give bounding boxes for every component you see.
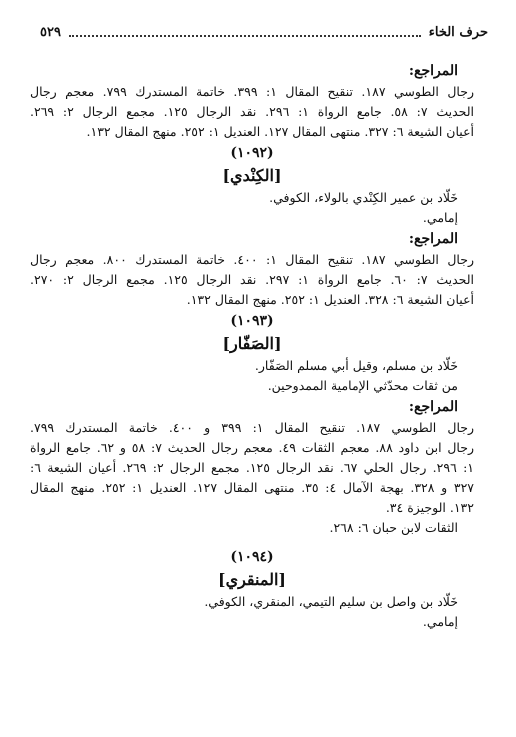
section-title: حرف الخاء	[428, 24, 488, 40]
entry-title: [الكِنْدي]	[222, 166, 282, 185]
ref-line: ١٣٢. الوجيزة ٣٤.	[385, 500, 474, 515]
ref-line: رجال الطوسي ١٨٧. تنقيح المقال ١: ٤٠٠. خاتمة المستدرك ٨٠٠. معجم رجال	[30, 252, 474, 267]
ref-line: ٣٢٧ و ٣٢٨. بهجة الآمال ٤: ٣٥. منتهى المقال ١٢٧. العنديل ١: ٢٥٢. منهج المقال	[30, 480, 475, 495]
refs-heading: المراجع:	[408, 231, 458, 247]
refs-heading: المراجع:	[408, 63, 458, 79]
entry-number: (١٠٩٣)	[230, 313, 274, 329]
ref-line: الحديث ٧: ٥٨. جامع الرواة ١: ٢٩٦. نقد الرجال ١٢٥. مجمع الرجال ٢: ٢٦٩.	[30, 104, 474, 119]
entry-number: (١٠٩٤)	[230, 549, 274, 565]
ref-line: رجال ابن داود ٨٨. معجم الثقات ٤٩. معجم رجال الحديث ٧: ٥٨ و ٦٢. جامع الرواة	[30, 440, 474, 455]
entry-note: من ثقات محدّثي الإمامية الممدوحين.	[267, 378, 458, 393]
entry-note: إمامي.	[422, 614, 458, 629]
refs-heading: المراجع:	[408, 399, 458, 415]
ref-line: رجال الطوسي ١٨٧. تنقيح المقال ١: ٣٩٩ و ٤٠٠. خاتمة المستدرك ٧٩٩.	[30, 420, 475, 435]
ref-line: ١: ٢٩٦. رجال الحلي ٦٧. نقد الرجال ١٢٥. مجمع الرجال ٢: ٢٦٩. أعيان الشيعة ٦:	[30, 460, 474, 475]
ref-extra-line: الثقات لابن حبان ٦: ٢٦٨.	[329, 520, 458, 535]
entry-title: [الصَفّار]	[222, 334, 282, 353]
entry-note: إمامي.	[422, 210, 458, 225]
page-number: ٥٢٩	[40, 24, 61, 40]
spacer	[30, 538, 474, 546]
ref-line: رجال الطوسي ١٨٧. تنقيح المقال ١: ٣٩٩. خاتمة المستدرك ٧٩٩. معجم رجال	[30, 84, 474, 99]
entry-name: خَلّاد بن مسلم، وقيل أبي مسلم الصَفّار.	[254, 358, 458, 373]
entry-name: خَلّاد بن عمير الكِنْدي بالولاء، الكوفي.	[269, 190, 458, 205]
page-content	[30, 60, 474, 632]
entry-name: خَلّاد بن واصل بن سليم التيمي، المنقري، الكوفي.	[204, 594, 458, 609]
ref-line: أعيان الشيعة ٦: ٣٢٨. العنديل ١: ٢٥٢. منهج المقال ١٣٢.	[186, 292, 474, 307]
entry-title: [المنقري]	[218, 570, 286, 589]
ref-line: أعيان الشيعة ٦: ٣٢٧. منتهى المقال ١٢٧. العنديل ١: ٢٥٢. منهج المقال ١٣٢.	[86, 124, 474, 139]
ref-line: الحديث ٧: ٦٠. جامع الرواة ١: ٢٩٧. نقد الرجال ١٢٥. مجمع الرجال ٢: ٢٧٠.	[30, 272, 474, 287]
header-dot-leader	[69, 27, 421, 37]
entry-number: (١٠٩٢)	[230, 145, 274, 161]
running-header	[40, 22, 488, 42]
